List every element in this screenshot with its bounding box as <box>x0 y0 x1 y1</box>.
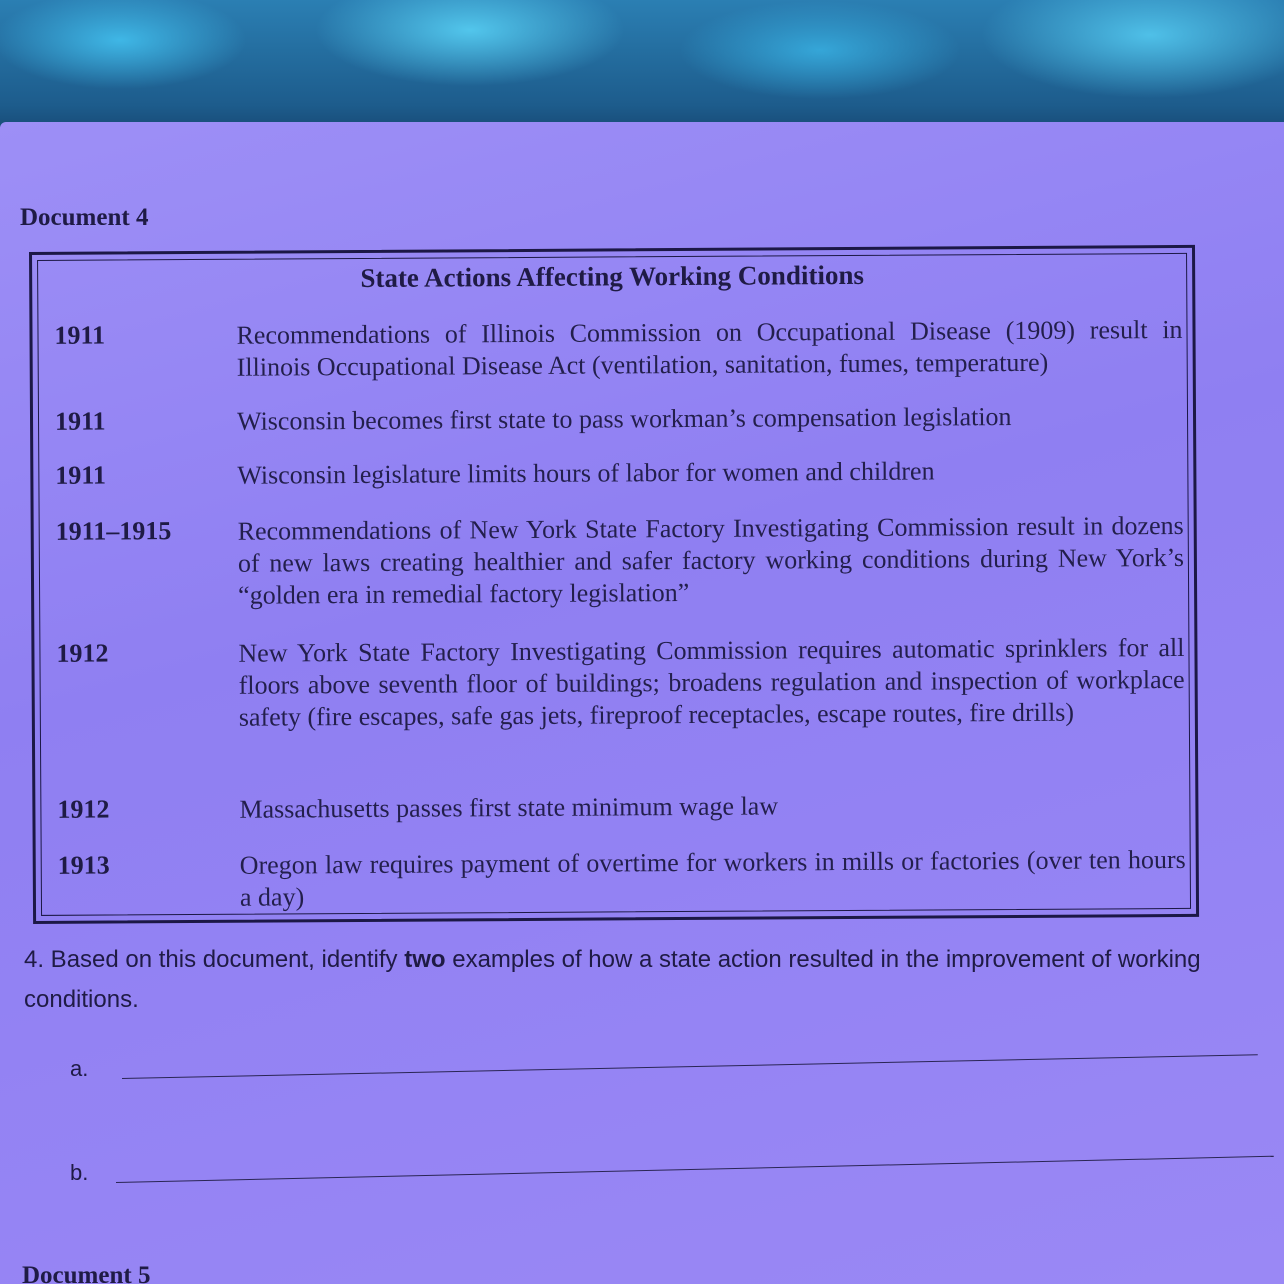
question-emphasis: two <box>404 946 446 973</box>
row-year: 1912 <box>57 794 110 824</box>
answer-b-label: b. <box>70 1160 89 1185</box>
next-document-label: Document 5 <box>22 1262 151 1284</box>
row-description: Wisconsin becomes first state to pass workman’s compensation legislation <box>236 402 1012 436</box>
row-year: 1911 <box>54 406 106 436</box>
row-description: Wisconsin legislature limits hours of labor for women and children <box>237 456 935 490</box>
row-year: 1911 <box>55 460 107 490</box>
answer-a-label: a. <box>70 1056 89 1081</box>
row-description: New York State Factory Investigating Commission requires automatic sprinklers for all floors above seventh floor of buildings; broadens regulation and inspection of workplace safety (fire escapes, safe gas jets, fireproof receptacles, escape routes, fire drills) <box>238 632 1185 732</box>
question-prefix: 4. Based on this document, identify <box>24 946 405 973</box>
row-description: Massachusetts passes first state minimum wage law <box>239 791 779 824</box>
question-suffix: examples of how a state action resulted in the improvement of working conditions. <box>24 946 1201 1013</box>
row-year: 1911 <box>54 320 106 350</box>
document-label: Document 4 <box>20 204 149 231</box>
row-description: Recommendations of New York State Factory Investigating Commission result in dozens of new laws creating healthier and safer factory working conditions during New York’s “golden era in remedial factory legislation” <box>237 510 1184 610</box>
row-description: Recommendations of Illinois Commission on Occupational Disease (1909) result in Illinois Occupational Disease Act (ventilation, sanitation, fumes, temperature) <box>236 314 1183 382</box>
row-description: Oregon law requires payment of overtime for workers in mills or factories (over ten hours a day) <box>239 844 1186 912</box>
row-year: 1912 <box>56 638 109 668</box>
question-prompt <box>24 940 1274 1020</box>
row-year: 1913 <box>57 850 110 880</box>
table-title: State Actions Affecting Working Conditions <box>360 259 865 293</box>
state-actions-table <box>29 245 1199 924</box>
row-year: 1911–1915 <box>55 516 172 546</box>
